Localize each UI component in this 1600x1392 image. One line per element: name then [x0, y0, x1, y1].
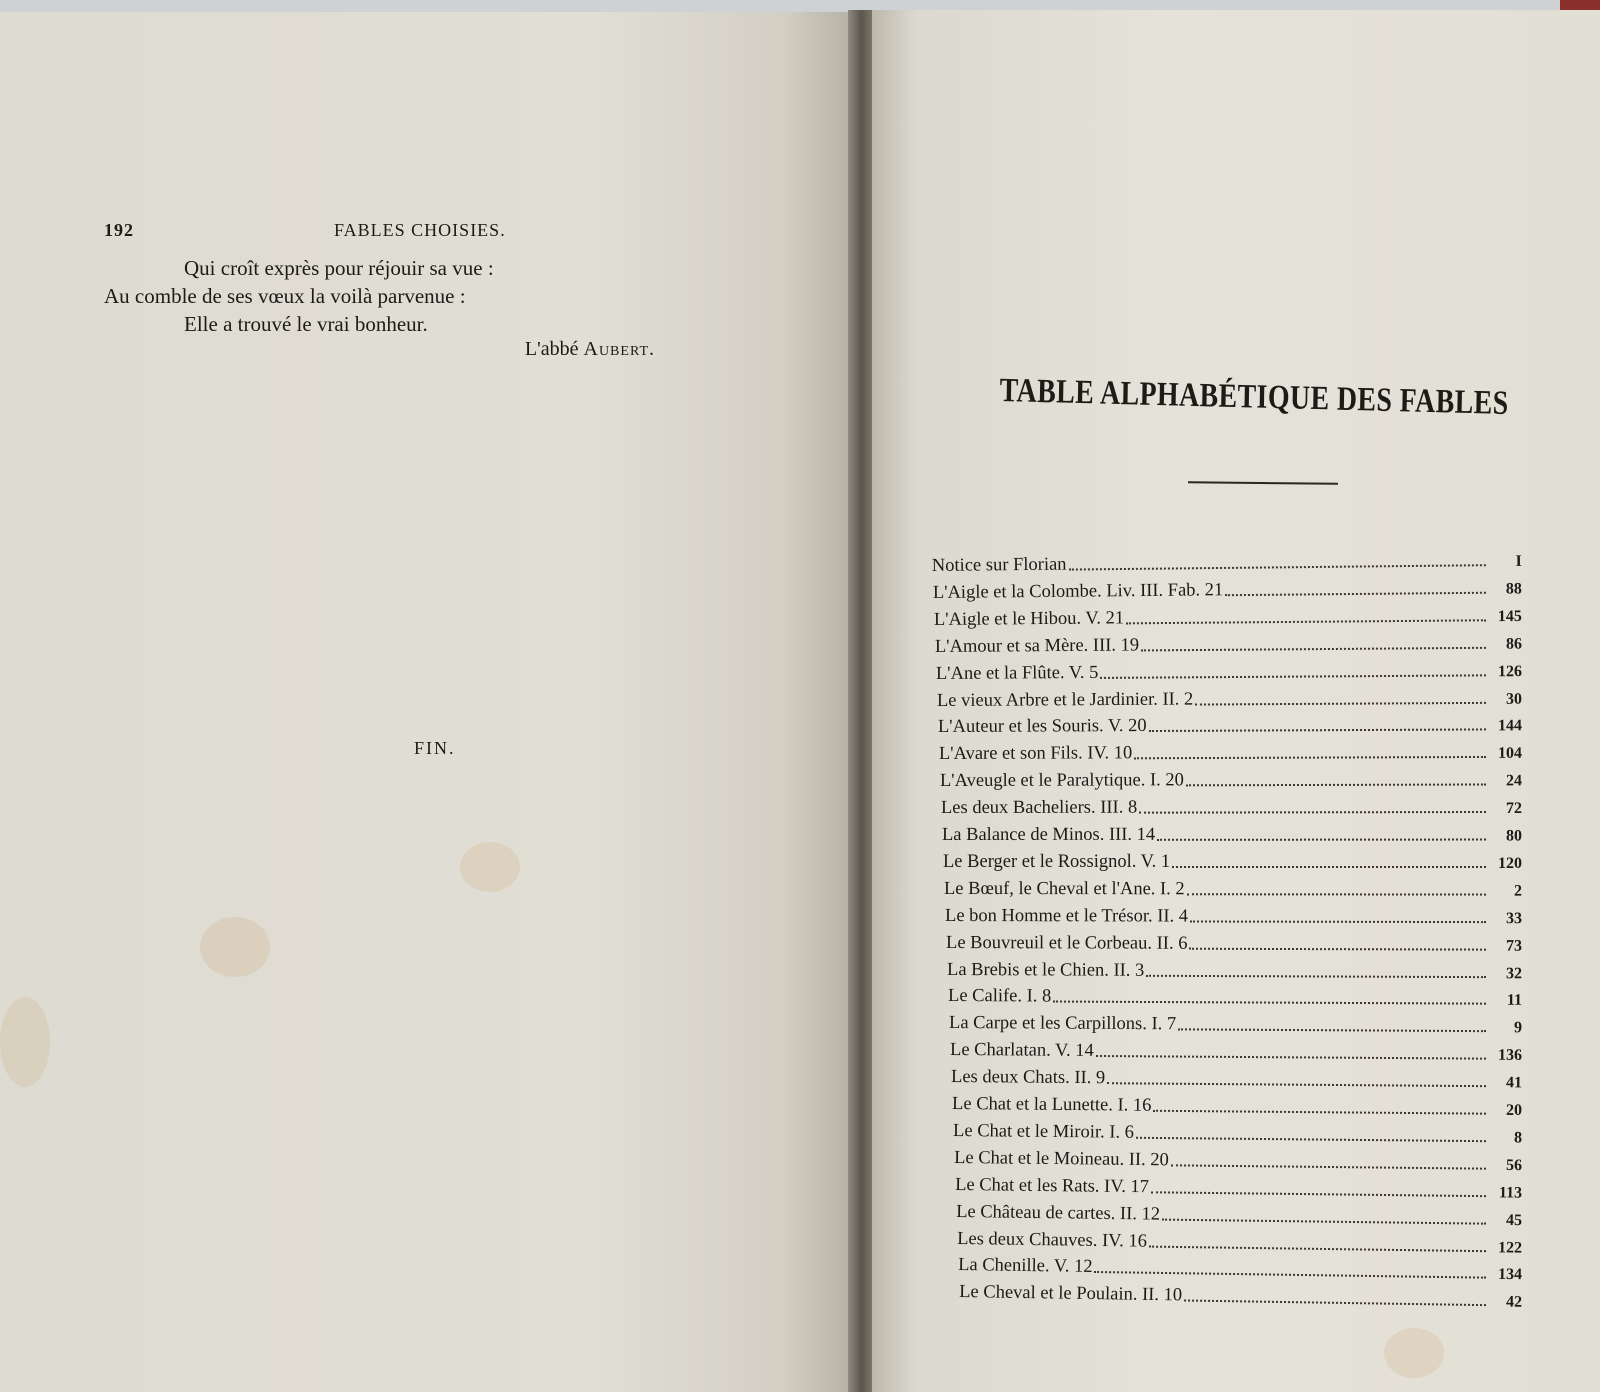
attribution-suffix: .	[649, 338, 654, 360]
toc-entry	[956, 1199, 1522, 1230]
toc-entry	[937, 684, 1522, 711]
attribution-name: Aubert	[583, 338, 649, 360]
fable-title: La Carpe et les Carpillons. I. 7	[949, 1013, 1177, 1035]
fable-page-number: 120	[1498, 854, 1523, 872]
fable-title: Le Bouvreuil et le Corbeau. II. 6	[946, 932, 1188, 954]
dot-leader	[1095, 1271, 1487, 1279]
fable-page-number: 8	[1513, 1129, 1523, 1147]
fable-title: Le Cheval et le Poulain. II. 10	[959, 1282, 1183, 1306]
fable-page-number: 126	[1497, 662, 1522, 680]
fable-title: Le Chat et le Moineau. II. 20	[954, 1147, 1169, 1171]
toc-entry	[939, 739, 1522, 765]
fable-page-number: 86	[1505, 635, 1522, 653]
toc-entry	[955, 1172, 1522, 1203]
dot-leader	[1096, 1055, 1486, 1060]
toc-entry	[932, 547, 1522, 577]
fable-title: L'Avare et son Fils. IV. 10	[938, 743, 1133, 765]
toc-entry	[933, 574, 1522, 604]
fable-page-number: 56	[1505, 1156, 1523, 1174]
fable-title: L'Aigle et le Hibou. V. 21	[933, 608, 1125, 630]
end-mark: FIN.	[414, 738, 456, 758]
fable-page-number: 113	[1498, 1184, 1523, 1202]
fable-page-number: 145	[1497, 607, 1522, 625]
dot-leader	[1178, 1029, 1486, 1033]
toc-entry	[953, 1118, 1522, 1148]
toc-entry	[940, 767, 1522, 793]
fable-page-number: 104	[1497, 745, 1522, 763]
fable-title: L'Ane et la Flûte. V. 5	[935, 662, 1099, 684]
fable-title: Le Charlatan. V. 14	[950, 1040, 1094, 1062]
fable-title: La Brebis et le Chien. II. 3	[947, 959, 1145, 981]
fable-page-number: 2	[1514, 882, 1523, 900]
fable-title: Le Chat et les Rats. IV. 17	[955, 1174, 1150, 1197]
fable-title: Le bon Homme et le Trésor. II. 4	[945, 905, 1189, 927]
toc-entry	[941, 794, 1522, 819]
toc-entry	[959, 1279, 1522, 1312]
fable-title: Le Chat et la Lunette. I. 16	[952, 1094, 1152, 1116]
fable-page-number: I	[1515, 552, 1522, 570]
attribution-prefix: L'abbé	[524, 338, 579, 360]
fable-page-number: 9	[1513, 1019, 1523, 1037]
toc-entry	[936, 657, 1522, 685]
fable-page-number: 136	[1497, 1046, 1523, 1065]
fable-title: Le Château de cartes. II. 12	[956, 1201, 1161, 1225]
fable-page-number: 88	[1505, 580, 1522, 598]
fable-page-number: 42	[1505, 1293, 1523, 1311]
verse-line: Au comble de ses vœux la voilà parvenue :	[104, 284, 466, 308]
dot-leader	[1134, 756, 1486, 759]
fable-page-number: 122	[1497, 1238, 1523, 1257]
fable-title: L'Aveugle et le Paralytique. I. 20	[939, 770, 1184, 792]
fable-page-number: 73	[1506, 937, 1523, 955]
table-title: TABLE ALPHABÉTIQUE DES FABLES	[999, 372, 1509, 422]
dot-leader	[1151, 1191, 1486, 1197]
dot-leader	[1126, 619, 1486, 624]
dot-leader	[1187, 893, 1486, 895]
fable-title: La Balance de Minos. III. 14	[941, 824, 1156, 845]
dot-leader	[1157, 839, 1486, 841]
toc-entry	[951, 1064, 1522, 1092]
toc-entry	[950, 1037, 1522, 1065]
fable-page-number: 80	[1505, 827, 1522, 845]
dot-leader	[1100, 674, 1486, 679]
toc-entry	[942, 821, 1522, 846]
verse-line: Qui croît exprès pour réjouir sa vue :	[184, 256, 494, 280]
toc-entry	[948, 983, 1522, 1010]
dot-leader	[1195, 701, 1486, 705]
fable-page-number: 41	[1505, 1074, 1523, 1092]
toc-entry	[946, 930, 1522, 956]
fable-title: Les deux Bacheliers. III. 8	[940, 797, 1138, 819]
toc-entry	[943, 849, 1522, 873]
fable-title: Notice sur Florian	[931, 554, 1067, 577]
dot-leader	[1225, 592, 1486, 596]
toc-entry	[945, 903, 1522, 928]
toc-entry	[947, 957, 1522, 983]
fable-page-number: 144	[1497, 717, 1522, 735]
dot-leader	[1149, 729, 1486, 733]
dot-leader	[1189, 947, 1486, 950]
page-number: 192	[104, 220, 134, 240]
fable-page-number: 32	[1505, 964, 1523, 982]
fable-page-number: 134	[1497, 1266, 1523, 1284]
fable-title: Le Bœuf, le Cheval et l'Ane. I. 2	[944, 878, 1185, 900]
fable-title: La Chenille. V. 12	[958, 1255, 1093, 1278]
fable-page-number: 72	[1505, 800, 1522, 818]
fable-title: Le vieux Arbre et le Jardinier. II. 2	[936, 689, 1194, 711]
fable-title: L'Aigle et la Colombe. Liv. III. Fab. 21	[932, 580, 1224, 603]
dot-leader	[1171, 1164, 1486, 1169]
dot-leader	[1186, 784, 1486, 787]
dot-leader	[1190, 920, 1486, 923]
dot-leader	[1172, 866, 1486, 868]
dot-leader	[1107, 1082, 1486, 1087]
fable-title: Les deux Chauves. IV. 16	[957, 1228, 1148, 1252]
dot-leader	[1141, 647, 1486, 652]
dot-leader	[1149, 1245, 1486, 1252]
fable-page-number: 45	[1505, 1211, 1523, 1229]
toc-entry	[934, 602, 1522, 631]
fable-title: Le Calife. I. 8	[948, 986, 1052, 1007]
toc-entry	[954, 1145, 1522, 1175]
toc-entry	[938, 712, 1522, 739]
fable-title: Les deux Chats. II. 9	[951, 1067, 1106, 1089]
fable-page-number: 30	[1505, 690, 1522, 708]
toc-entry	[952, 1091, 1522, 1120]
dot-leader	[1136, 1137, 1486, 1142]
toc-entry	[935, 629, 1522, 657]
dot-leader	[1139, 811, 1486, 814]
toc-entry	[949, 1010, 1522, 1037]
dot-leader	[1184, 1300, 1486, 1307]
fable-page-number: 33	[1506, 909, 1523, 927]
verse-line: Elle a trouvé le vrai bonheur.	[184, 312, 428, 336]
toc-entry	[944, 876, 1522, 901]
fable-page-number: 11	[1506, 992, 1523, 1010]
fable-title: Le Chat et le Miroir. I. 6	[953, 1120, 1135, 1143]
dot-leader	[1069, 564, 1486, 570]
fable-title: Le Berger et le Rossignol. V. 1	[943, 851, 1171, 872]
fable-title: L'Auteur et les Souris. V. 20	[937, 716, 1147, 738]
fable-page-number: 24	[1505, 772, 1522, 790]
dot-leader	[1153, 1110, 1486, 1115]
dot-leader	[1053, 1001, 1486, 1005]
running-title: FABLES CHOISIES.	[334, 220, 506, 240]
dot-leader	[1162, 1218, 1486, 1224]
fable-title: L'Amour et sa Mère. III. 19	[934, 635, 1140, 657]
dot-leader	[1146, 974, 1486, 977]
fable-page-number: 20	[1505, 1101, 1523, 1119]
